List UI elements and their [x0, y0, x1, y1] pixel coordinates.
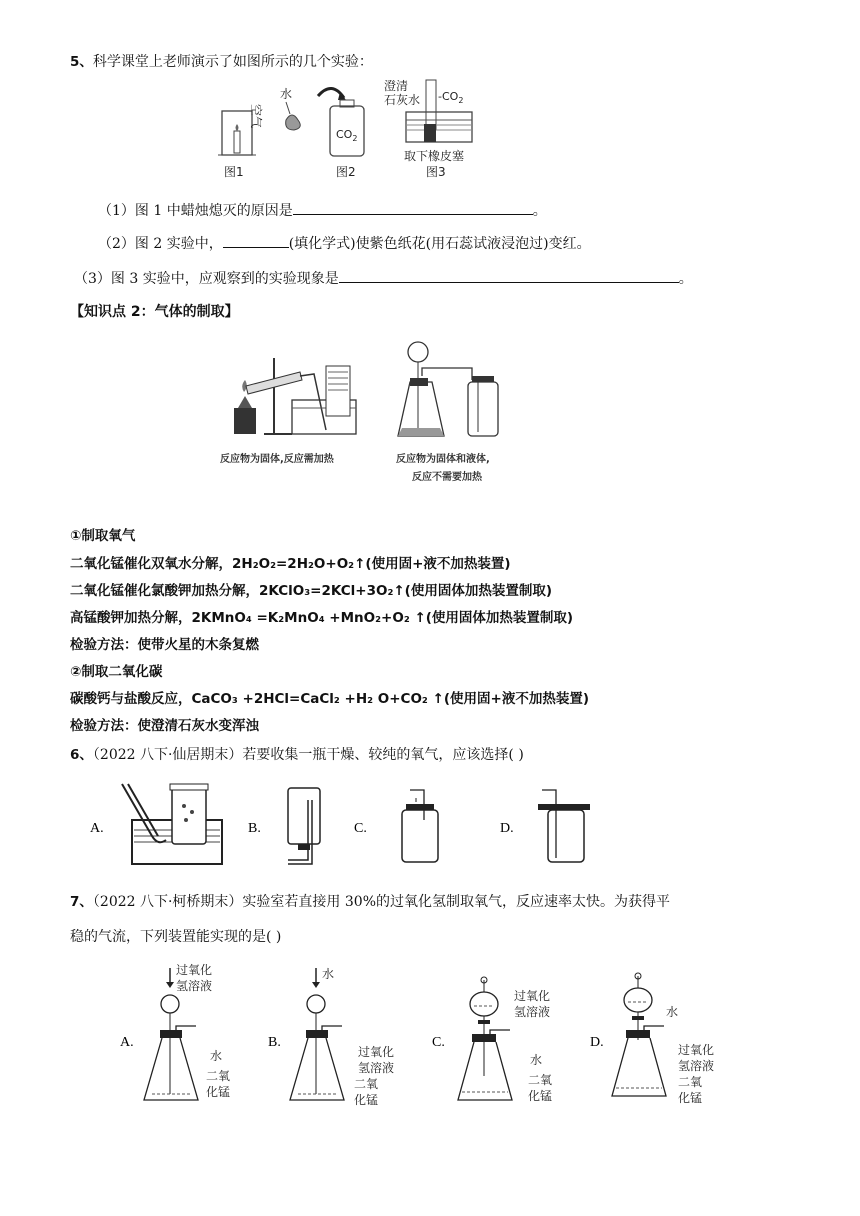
q7-option-c-drawing: [458, 977, 552, 1103]
q6-stem: [70, 743, 524, 764]
q7b-h2o2-label-1: 过氧化: [358, 1045, 395, 1059]
fig1-caption: 图1: [224, 165, 244, 179]
q7d-mno2-label-1: 二氧: [678, 1075, 703, 1089]
q7c-mno2-label-2: 化锰: [528, 1089, 553, 1103]
q6-option-b-label[interactable]: B.: [248, 821, 261, 836]
q7c-mno2-label-1: 二氧: [528, 1073, 553, 1087]
q7a-mno2-label-2: 化锰: [206, 1085, 231, 1099]
q5-figures: [210, 76, 480, 184]
q7-options-figure: [110, 960, 740, 1120]
q5-sub3-text: （3）图 3 实验中，应观察到的实验现象是: [74, 271, 339, 287]
q5-sub1-blank[interactable]: [293, 200, 533, 215]
solid-liquid-apparatus: [396, 342, 498, 483]
kp2-oxygen-title: ①制取氧气: [70, 528, 136, 544]
caption-solid-liquid-1: 反应物为固体和液体,: [396, 454, 490, 465]
kp2-co2-test: 检验方法：使澄清石灰水变浑浊: [70, 718, 259, 734]
kp2-o2-line3: 高锰酸钾加热分解，2KMnO₄ =K₂MnO₄ +MnO₂+O₂ ↑(使用固体加热装置制取): [70, 610, 574, 626]
q7-option-d-label[interactable]: D.: [590, 1035, 604, 1050]
q7b-mno2-label-1: 二氧: [354, 1077, 379, 1091]
q5-sub3-blank[interactable]: [339, 268, 679, 283]
fig3-limewater-label-1: 澄清: [384, 79, 409, 93]
kp2-heading: 【知识点 2：气体的制取】: [70, 304, 239, 320]
q7c-h2o2-label-1: 过氧化: [514, 989, 551, 1003]
q5-sub2-blank[interactable]: [223, 233, 289, 248]
q7b-water-label: 水: [322, 967, 335, 981]
q7-option-c-label[interactable]: C.: [432, 1035, 445, 1050]
q7d-h2o2-label-1: 过氧化: [678, 1043, 715, 1057]
q7a-h2o2-label-1: 过氧化: [176, 963, 213, 977]
q5-sub1-text: （1）图 1 中蜡烛熄灭的原因是: [98, 203, 293, 219]
q7-stem-text-1: （2022 八下·柯桥期末）实验室若直接用 30%的过氧化氢制取氧气，反应速率太快。为获得平: [92, 894, 671, 910]
q7d-mno2-label-2: 化锰: [678, 1091, 703, 1105]
fig2-co2-label: $CO_2$: [336, 128, 358, 143]
kp2-apparatus-figure: [216, 336, 516, 486]
q7-option-a-drawing: [144, 962, 230, 1100]
q6-options-figure: [80, 780, 600, 872]
kp2-o2-test: 检验方法：使带火星的木条复燃: [70, 637, 259, 653]
q7a-h2o2-label-2: 氢溶液: [176, 979, 213, 993]
q7d-h2o2-label-2: 氢溶液: [678, 1059, 715, 1073]
q7a-water-label: 水: [210, 1049, 223, 1063]
kp2-o2-line2: 二氧化锰催化氯酸钾加热分解，2KClO₃=2KCl+3O₂↑(使用固体加热装置制取): [70, 583, 553, 599]
fig1-air-label: 空气: [249, 104, 263, 129]
caption-solid-liquid-2: 反应不需要加热: [412, 472, 482, 483]
fig3-limewater-label-2: 石灰水: [384, 93, 421, 107]
q7b-h2o2-label-2: 氢溶液: [358, 1061, 395, 1075]
q7-stem-1: [70, 890, 670, 911]
q6-stem-text: （2022 八下·仙居期末）若要收集一瓶干燥、较纯的氧气，应该选择( ): [92, 747, 524, 763]
q5-sub2: [98, 233, 591, 253]
fig2-caption: 图2: [336, 165, 356, 179]
q6-option-c-drawing: [402, 790, 438, 862]
q7-option-a-label[interactable]: A.: [120, 1035, 134, 1050]
q7-option-b-drawing: [290, 966, 394, 1107]
q6-option-d-drawing: [538, 790, 590, 862]
q7a-mno2-label-1: 二氧: [206, 1069, 231, 1083]
q5-sub1: [98, 200, 547, 220]
caption-solid-heating: 反应物为固体,反应需加热: [220, 454, 334, 465]
kp2-co2-title: ②制取二氧化碳: [70, 664, 163, 680]
q7c-water-label: 水: [530, 1053, 543, 1067]
fig2-water-label: 水: [280, 87, 293, 101]
q7-stem-2: 稳的气流，下列装置能实现的是( ): [70, 929, 282, 945]
q7d-water-label: 水: [666, 1005, 679, 1019]
q6-option-a-label[interactable]: A.: [90, 821, 104, 836]
fig3-co2-label: $-CO_2$: [438, 90, 464, 105]
q6-option-b-drawing: [288, 788, 320, 864]
q5-number: 5、: [70, 54, 93, 70]
q5-sub3-end: 。: [678, 271, 693, 287]
q7b-mno2-label-2: 化锰: [354, 1093, 379, 1107]
q6-option-a-drawing: [122, 784, 222, 864]
q7-number: 7、: [70, 894, 93, 910]
kp2-co2-line1: 碳酸钙与盐酸反应，CaCO₃ +2HCl=CaCl₂ +H₂ O+CO₂ ↑(使用固+液不加热装置): [70, 691, 589, 707]
fig2-flower-bottle: [280, 86, 364, 179]
q5-sub1-end: 。: [532, 203, 547, 219]
q5-stem: [70, 50, 373, 71]
q5-stem-text: 科学课堂上老师演示了如图所示的几个实验：: [92, 54, 373, 70]
q6-option-c-label[interactable]: C.: [354, 821, 367, 836]
fig3-limewater-trough: [384, 78, 472, 179]
q7-option-b-label[interactable]: B.: [268, 1035, 281, 1050]
q5-sub2-end: (填化学式)使紫色纸花(用石蕊试液浸泡过)变红。: [288, 236, 591, 252]
fig3-stopper-label: 取下橡皮塞: [404, 149, 465, 163]
q6-option-d-label[interactable]: D.: [500, 821, 514, 836]
q7c-h2o2-label-2: 氢溶液: [514, 1005, 551, 1019]
fig3-caption: 图3: [426, 165, 446, 179]
q6-number: 6、: [70, 747, 93, 763]
q7-option-d-drawing: [612, 973, 714, 1105]
q5-sub3: [74, 268, 693, 288]
solid-heating-apparatus: [220, 358, 356, 465]
kp2-o2-line1: 二氧化锰催化双氧水分解，2H₂O₂=2H₂O+O₂↑(使用固+液不加热装置): [70, 556, 511, 572]
fig1-candle-jar: [218, 104, 264, 179]
q5-sub2-text: （2）图 2 实验中，: [98, 236, 223, 252]
